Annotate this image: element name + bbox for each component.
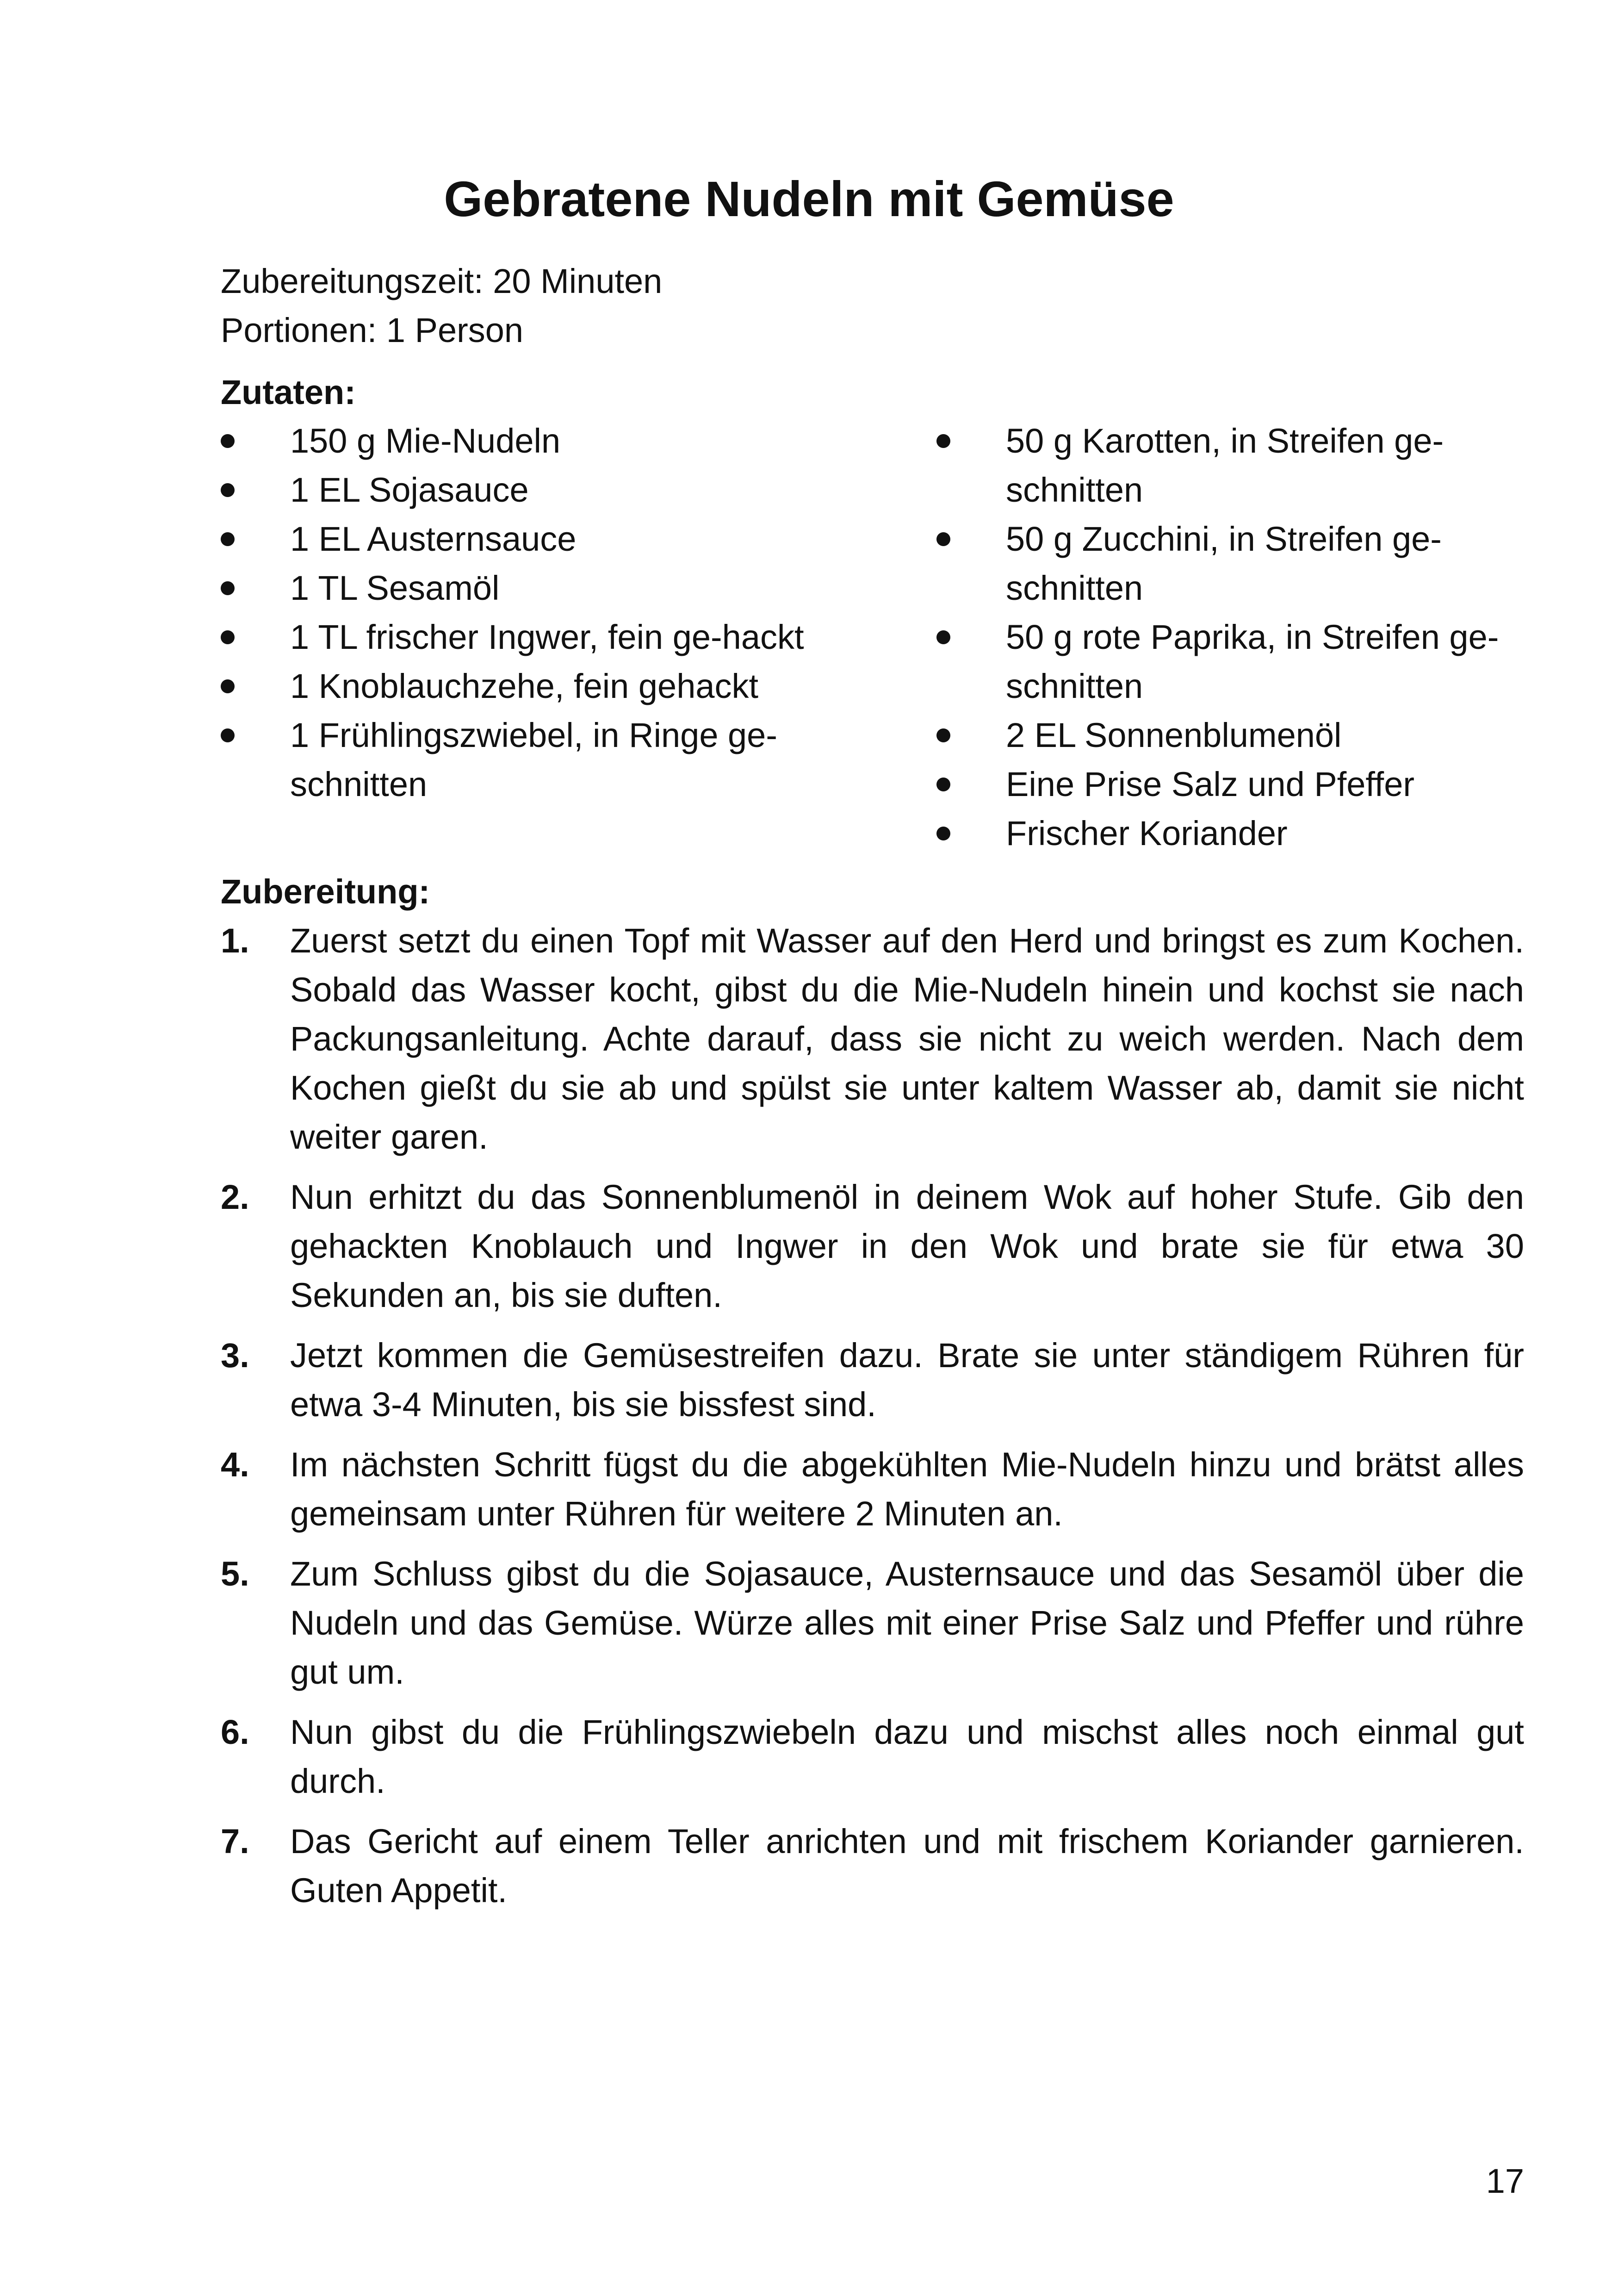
ingredient-item [221,613,813,662]
bullet-icon [936,778,950,791]
step-number: 7. [221,1822,249,1860]
ingredient-item [221,515,813,564]
ingredient-text: Frischer Koriander [1006,814,1288,852]
ingredients-heading: Zutaten: [221,373,356,411]
bullet-icon [936,728,950,742]
step-item [221,1549,1524,1697]
step-item [221,916,1524,1162]
step-text: Im nächsten Schritt fügst du die abgekühlten Mie-Nudeln hinzu und brätst alles gemeinsam unter Rühren für weitere 2 Minuten an. [290,1445,1524,1533]
step-text: Zuerst setzt du einen Topf mit Wasser auf den Herd und bringst es zum Kochen. Sobald das Wasser kocht, gibst du die Mie-Nudeln hinein und kochst sie nach Packungsanleitung. Achte darauf, dass sie nicht zu weich werden. Nach dem Kochen gießt du sie ab und spülst sie unter kaltem Wasser ab, damit sie nicht weiter garen. [290,921,1524,1156]
ingredient-item [936,809,1524,858]
step-number: 5. [221,1555,249,1593]
preparation-heading: Zubereitung: [221,872,430,911]
ingredient-text: 50 g rote Paprika, in Streifen ge-schnitten [1006,618,1499,705]
ingredient-text: Eine Prise Salz und Pfeffer [1006,765,1415,803]
bullet-icon [221,483,235,497]
ingredient-text: 1 EL Austernsauce [290,520,577,558]
step-number: 1. [221,921,249,960]
step-number: 2. [221,1178,249,1216]
ingredients-list-right [936,417,1524,858]
step-item [221,1173,1524,1320]
step-item [221,1817,1524,1915]
bullet-icon [221,728,235,742]
ingredients-list-left [221,417,813,809]
step-number: 4. [221,1445,249,1484]
bullet-icon [936,827,950,840]
step-text: Nun erhitzt du das Sonnenblumenöl in deinem Wok auf hoher Stufe. Gib den gehackten Knoblauch und Ingwer in den Wok und brate sie für etwa 30 Sekunden an, bis sie duften. [290,1178,1524,1314]
ingredient-item [936,515,1524,613]
ingredient-item [221,466,813,515]
ingredient-text: 1 TL Sesamöl [290,569,500,607]
recipe-title: Gebratene Nudeln mit Gemüse [444,171,1174,227]
step-text: Jetzt kommen die Gemüsestreifen dazu. Brate sie unter ständigem Rühren für etwa 3-4 Minuten, bis sie bissfest sind. [290,1336,1524,1424]
ingredient-item [936,417,1524,515]
page-number: 17 [1486,2162,1524,2200]
ingredient-text: 2 EL Sonnenblumenöl [1006,716,1342,754]
ingredient-text: 150 g Mie-Nudeln [290,422,561,460]
ingredient-text: 1 EL Sojasauce [290,471,529,509]
preparation-steps [221,916,1524,1926]
step-item [221,1440,1524,1538]
bullet-icon [221,434,235,448]
step-item [221,1708,1524,1806]
bullet-icon [936,532,950,546]
ingredient-item [936,711,1524,760]
ingredient-item [221,417,813,466]
ingredient-item [221,711,813,809]
bullet-icon [221,679,235,693]
portions: Portionen: 1 Person [221,311,524,349]
ingredient-text: 50 g Zucchini, in Streifen ge-schnitten [1006,520,1442,607]
ingredient-text: 1 Frühlingszwiebel, in Ringe ge-schnitten [290,716,777,803]
ingredient-text: 1 Knoblauchzehe, fein gehackt [290,667,759,705]
bullet-icon [221,581,235,595]
ingredient-item [936,760,1524,809]
step-item [221,1331,1524,1429]
step-text: Das Gericht auf einem Teller anrichten und mit frischem Koriander garnieren. Guten Appetit. [290,1822,1524,1910]
prep-time: Zubereitungszeit: 20 Minuten [221,262,663,300]
bullet-icon [936,434,950,448]
ingredient-item [221,662,813,711]
bullet-icon [221,630,235,644]
step-text: Nun gibst du die Frühlingszwiebeln dazu und mischst alles noch einmal gut durch. [290,1713,1524,1800]
step-number: 3. [221,1336,249,1375]
bullet-icon [936,630,950,644]
ingredient-text: 50 g Karotten, in Streifen ge-schnitten [1006,422,1444,509]
step-number: 6. [221,1713,249,1751]
bullet-icon [221,532,235,546]
ingredient-item [936,613,1524,711]
ingredient-item [221,564,813,613]
ingredient-text: 1 TL frischer Ingwer, fein ge-hackt [290,618,804,656]
step-text: Zum Schluss gibst du die Sojasauce, Austernsauce und das Sesamöl über die Nudeln und das Gemüse. Würze alles mit einer Prise Salz und Pfeffer und rühre gut um. [290,1555,1524,1691]
